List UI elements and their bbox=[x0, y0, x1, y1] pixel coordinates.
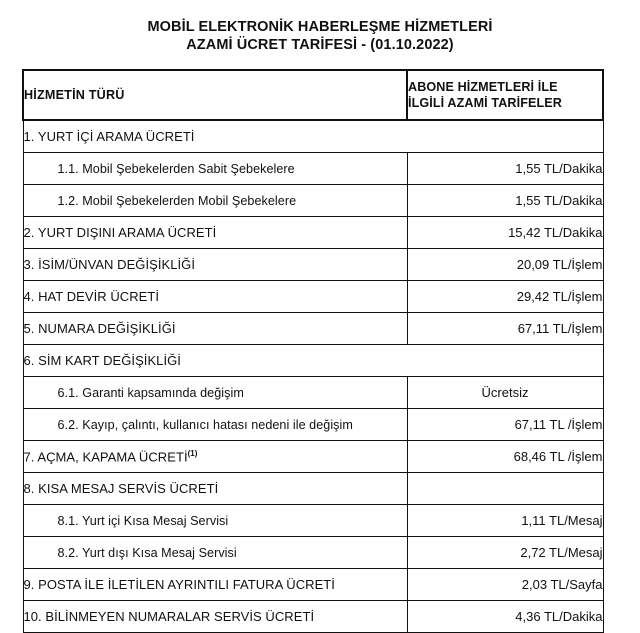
table-row bbox=[23, 217, 603, 249]
row-service-label: 6.1. Garanti kapsamında değişim bbox=[23, 377, 407, 409]
tariff-table bbox=[22, 69, 604, 633]
row-service-label: 4. HAT DEVİR ÜCRETİ bbox=[23, 281, 407, 313]
row-service-label: 8.1. Yurt içi Kısa Mesaj Servisi bbox=[23, 505, 407, 537]
row-tariff-value: 20,09 TL/İşlem bbox=[407, 249, 603, 281]
table-row bbox=[23, 153, 603, 185]
tariff-table-body bbox=[23, 120, 603, 633]
row-service-label: 8. KISA MESAJ SERVİS ÜCRETİ bbox=[23, 473, 407, 505]
row-tariff-value: Ücretsiz bbox=[407, 377, 603, 409]
column-header-max-tariff-line-1: ABONE HİZMETLERİ İLE bbox=[408, 80, 558, 94]
table-header-row bbox=[23, 70, 603, 120]
column-header-max-tariff-line-2: İLGİLİ AZAMİ TARİFELER bbox=[408, 96, 563, 110]
row-tariff-value: 29,42 TL/İşlem bbox=[407, 281, 603, 313]
tariff-table-container bbox=[22, 69, 602, 633]
row-service-label: 6. SİM KART DEĞİŞİKLİĞİ bbox=[23, 345, 603, 377]
tariff-table-head bbox=[23, 70, 603, 120]
row-tariff-value: 1,11 TL/Mesaj bbox=[407, 505, 603, 537]
row-service-label: 1. YURT İÇİ ARAMA ÜCRETİ bbox=[23, 120, 603, 153]
row-service-label: 5. NUMARA DEĞİŞİKLİĞİ bbox=[23, 313, 407, 345]
row-service-label: 2. YURT DIŞINI ARAMA ÜCRETİ bbox=[23, 217, 407, 249]
row-tariff-value: 67,11 TL /İşlem bbox=[407, 409, 603, 441]
table-row bbox=[23, 377, 603, 409]
table-row bbox=[23, 473, 603, 505]
table-row bbox=[23, 441, 603, 473]
document-title-line-2: AZAMİ ÜCRET TARİFESİ - (01.10.2022) bbox=[186, 37, 454, 53]
row-tariff-value: 67,11 TL/İşlem bbox=[407, 313, 603, 345]
footnote-marker: (1) bbox=[187, 448, 198, 458]
row-service-label: 1.1. Mobil Şebekelerden Sabit Şebekelere bbox=[23, 153, 407, 185]
row-tariff-value: 1,55 TL/Dakika bbox=[407, 153, 603, 185]
row-tariff-value: 4,36 TL/Dakika bbox=[407, 601, 603, 633]
row-service-label: 1.2. Mobil Şebekelerden Mobil Şebekelere bbox=[23, 185, 407, 217]
row-service-label: 9. POSTA İLE İLETİLEN AYRINTILI FATURA ÜCRETİ bbox=[23, 569, 407, 601]
document-title bbox=[0, 0, 640, 54]
table-row bbox=[23, 601, 603, 633]
table-row bbox=[23, 409, 603, 441]
row-tariff-value: 2,72 TL/Mesaj bbox=[407, 537, 603, 569]
table-row bbox=[23, 281, 603, 313]
row-tariff-value: 2,03 TL/Sayfa bbox=[407, 569, 603, 601]
row-tariff-value: 15,42 TL/Dakika bbox=[407, 217, 603, 249]
row-service-label: 10. BİLİNMEYEN NUMARALAR SERVİS ÜCRETİ bbox=[23, 601, 407, 633]
row-tariff-value bbox=[407, 473, 603, 505]
row-service-label: 6.2. Kayıp, çalıntı, kullanıcı hatası nedeni ile değişim bbox=[23, 409, 407, 441]
table-row bbox=[23, 120, 603, 153]
table-row bbox=[23, 249, 603, 281]
column-header-max-tariff bbox=[407, 70, 603, 120]
table-row bbox=[23, 505, 603, 537]
table-row bbox=[23, 185, 603, 217]
table-row bbox=[23, 569, 603, 601]
row-service-label: 3. İSİM/ÜNVAN DEĞİŞİKLİĞİ bbox=[23, 249, 407, 281]
table-row bbox=[23, 537, 603, 569]
row-tariff-value: 1,55 TL/Dakika bbox=[407, 185, 603, 217]
row-tariff-value: 68,46 TL /İşlem bbox=[407, 441, 603, 473]
table-row bbox=[23, 313, 603, 345]
table-row bbox=[23, 345, 603, 377]
row-service-label: 7. AÇMA, KAPAMA ÜCRETİ$^{(1)}$ bbox=[23, 441, 407, 473]
column-header-service-type: HİZMETİN TÜRÜ bbox=[23, 70, 407, 120]
document-title-line-1: MOBİL ELEKTRONİK HABERLEŞME HİZMETLERİ bbox=[147, 19, 493, 35]
row-service-label: 8.2. Yurt dışı Kısa Mesaj Servisi bbox=[23, 537, 407, 569]
